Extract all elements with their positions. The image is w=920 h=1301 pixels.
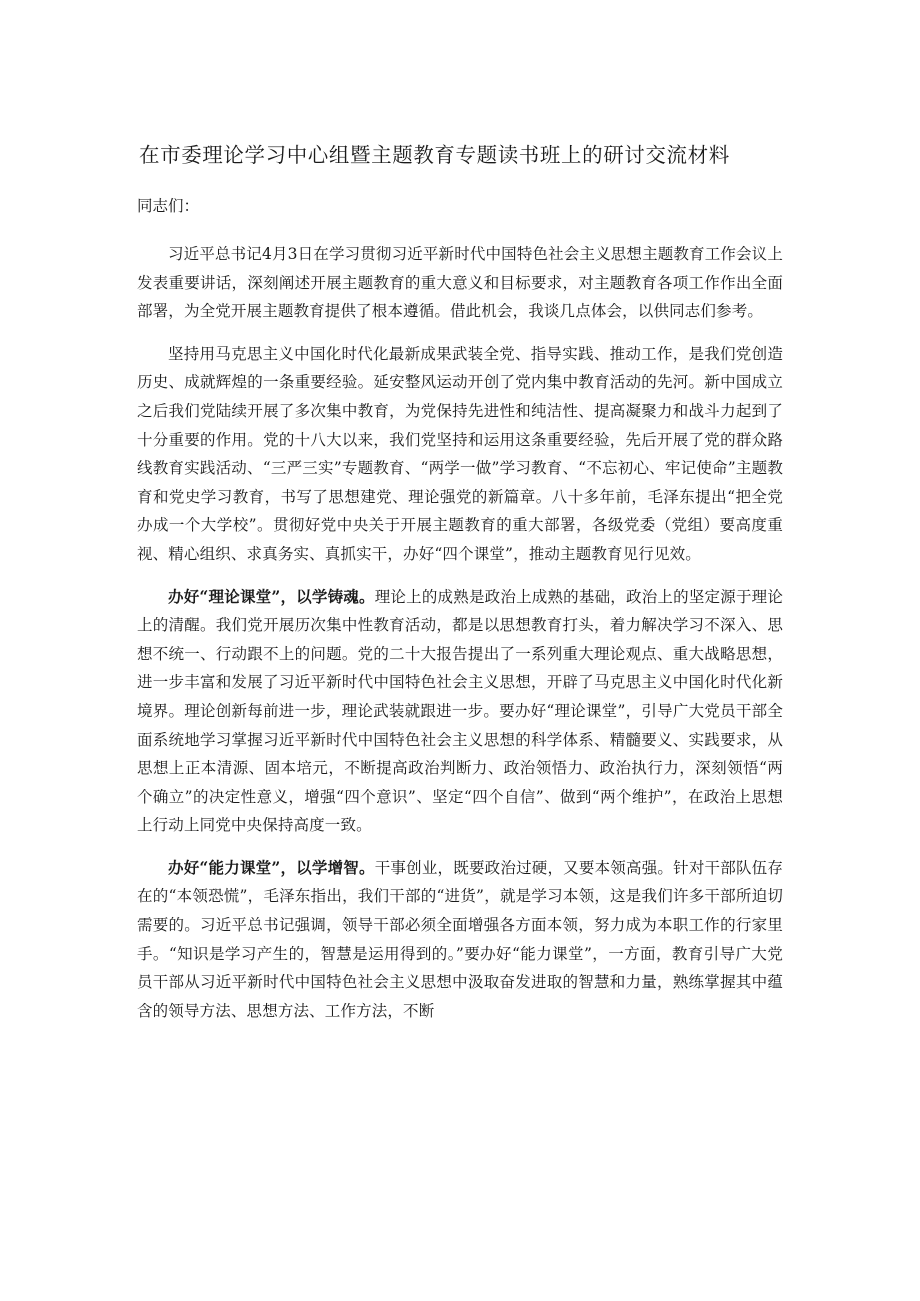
paragraph-heading: 办好“能力课堂”，以学增智。 xyxy=(168,857,375,877)
paragraph-heading: 办好“理论课堂”，以学铸魂。 xyxy=(168,586,375,606)
salutation: 同志们： xyxy=(137,197,200,215)
paragraph-ability-classroom xyxy=(137,854,783,1026)
paragraph-text: 干事创业，既要政治过硬，又要本领高强。针对干部队伍存在的“本领恐慌”，毛泽东指出，我们干部的“进货”，就是学习本领，这是我们许多干部所迫切需要的。习近平总书记强调，领导干部必须全面增强各方面本领，努力成为本职工作的行家里手。“知识是学习产生的，智慧是运用得到的。”要办好“能力课堂”，一方面，教育引导广大党员干部从习近平新时代中国特色社会主义思想中汲取奋发进取的智慧和力量，熟练掌握其中蕴含的领导方法、思想方法、工作方法，不断 xyxy=(137,858,784,1020)
paragraph-theory-classroom xyxy=(137,583,783,840)
document-title: 在市委理论学习中心组暨主题教育专题读书班上的研讨交流材料 xyxy=(139,143,730,167)
paragraph-text: 理论上的成熟是政治上成熟的基础，政治上的坚定源于理论上的清醒。我们党开展历次集中性教育活动，都是以思想教育打头，着力解决学习不深入、思想不统一、行动跟不上的问题。党的二十大报告提出了一系列重大理论观点、重大战略思想，进一步丰富和发展了习近平新时代中国特色社会主义思想，开辟了马克思主义中国化时代化新境界。理论创新每前进一步，理论武装就跟进一步。要办好“理论课堂”，引导广大党员干部全面系统地学习掌握习近平新时代中国特色社会主义思想的科学体系、精髓要义、实践要求，从思想上正本清源、固本培元，不断提高政治判断力、政治领悟力、政治执行力，深刻领悟“两个确立”的决定性意义，增强“四个意识”、坚定“四个自信”、做到“两个维护”，在政治上思想上行动上同党中央保持高度一致。 xyxy=(137,587,784,835)
paragraph-text: 坚持用马克思主义中国化时代化最新成果武装全党、指导实践、推动工作，是我们党创造历史、成就辉煌的一条重要经验。延安整风运动开创了党内集中教育活动的先河。新中国成立之后我们党陆续开展了多次集中教育，为党保持先进性和纯洁性、提高凝聚力和战斗力起到了十分重要的作用。党的十八大以来，我们党坚持和运用这条重要经验，先后开展了党的群众路线教育实践活动、“三严三实”专题教育、“两学一做”学习教育、“不忘初心、牢记使命”主题教育和党史学习教育，书写了思想建党、理论强党的新篇章。八十多年前，毛泽东提出“把全党办成一个大学校”。贯彻好党中央关于开展主题教育的重大部署，各级党委（党组）要高度重视、精心组织、求真务实、真抓实干，办好“四个课堂”，推动主题教育见行见效。 xyxy=(137,344,783,563)
paragraph-text: 习近平总书记4月3日在学习贯彻习近平新时代中国特色社会主义思想主题教育工作会议上发表重要讲话，深刻阐述开展主题教育的重大意义和目标要求，对主题教育各项工作作出全面部署，为全党开展主题教育提供了根本遵循。借此机会，我谈几点体会，以供同志们参考。 xyxy=(137,245,783,321)
document-page xyxy=(137,140,783,1039)
paragraph-intro xyxy=(137,240,783,326)
paragraph-background xyxy=(137,340,783,569)
